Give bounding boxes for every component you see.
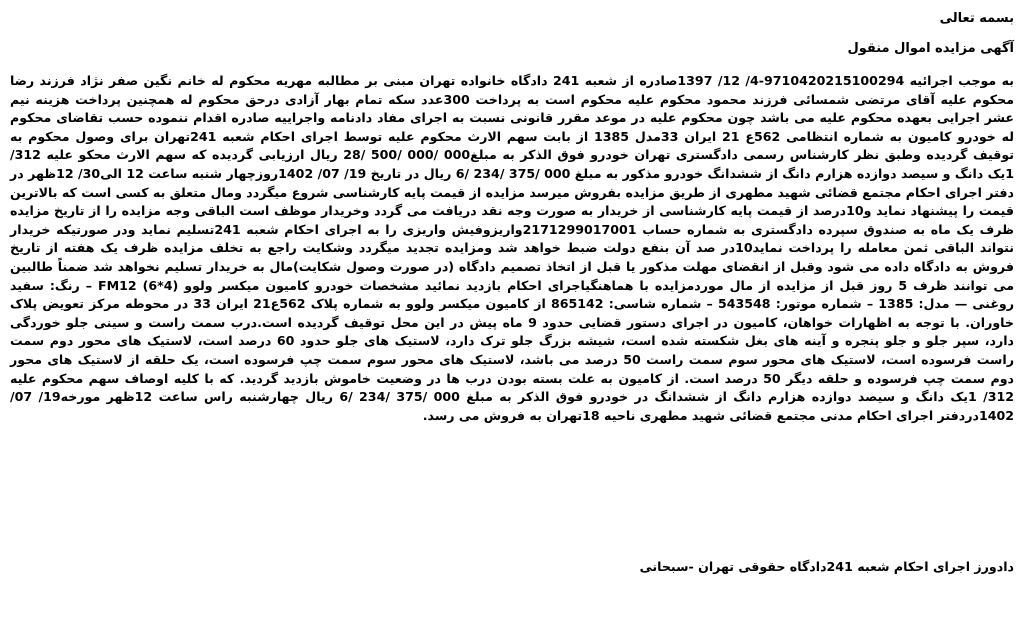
signature-line: دادورز اجرای احکام شعبه 241دادگاه حقوقی تهران -سبحانی	[639, 559, 1014, 574]
notice-body: به موجب اجرائیه 9710420215100294-4/ 12/ 1397صادره از شعبه 241 دادگاه خانواده تهران مبنی بر مطالبه مهریه محکوم له خانم نگین صفر نژاد فرزند رضا محکوم علیه آقای مرتضی شمسائی فرزند محمود محکوم علیه محکوم است به پرداخت 300عدد سکه تمام بهار آزادی درحق محکوم له همچنین پرداخت هزینه نیم عشر اجرایی بعهده محکوم علیه می باشد چون محکوم علیه در موعد مقرر قانونی نسبت به اجرای مفاد دادنامه واجراییه صادره اقدام ننموده حسب تقاضای محکوم له خودرو کامیون به شماره انتظامی 562ع 21 ایران 33مدل 1385 از بابت سهم الارث محکوم علیه توسط اجرای احکام شعبه 241تهران برای وصول محکوم به توقیف گردیده وطبق نظر کارشناس رسمی دادگستری تهران خودرو فوق الذکر به مبلغ000 /000 /500 /28 ریال ارزیابی گردیده که سهم الارث محکو علیه 312/ 1یک دانگ و سیصد دوازده هزارم دانگ از ششدانگ خودرو مذکور به مبلغ 000 /375 /234 /6 ریال در تاریخ 19/ 07/ 1402روزچهار شنبه ساعت 12 الی30/ 12ظهر در دفتر اجرای احکام مجتمع قضائی شهید مطهری از طریق مزایده بفروش میرسد مزایده از قیمت پایه کارشناسی شروع میگردد ومال متعلق به کسی است که بالاترین قیمت را پیشنهاد نماید و10درصد از قیمت پایه کارشناسی از خریدار به صورت وجه نقد دریافت می گردد وخریدار موظف است الباقی وجه مزایده را از تاریخ مزایده ظرف یک ماه به صندوق سپرده دادگستری به شماره حساب 2171299017001واریزوفیش واریزی را به اجرای احکام شعبه 241تسلیم نماید ودر صورتیکه خریدار نتواند الباقی ثمن معامله را پرداخت نماید10در صد آن بنفع دولت ضبط خواهد شد ومزایده تجدید میگردد وشکایت راجع به تخلف مزایده ظرف یک هفته از تاریخ فروش به دادگاه داده می شود وقبل از انقضای مهلت مذکور یا قبل از اتخاذ تصمیم دادگاه (در صورت وصول شکایت)مال به خریدار تسلیم نخواهد شد ضمناً طالبین می توانند ظرف 5 روز قبل از مزایده از مال موردمزایده با هماهنگیاجرای احکام بازدید نمائید مشخصات خودرو کامیون میکسر ولوو (4*6) FM12 – رنگ: سفید روغنی — مدل: 1385 – شماره موتور: 543548 – شماره شاسی: 865142 از کامیون میکسر ولوو به شماره پلاک 562ع21 ایران 33 در محوطه مرکز تعویض پلاک خاوران. با توجه به اظهارات خواهان، کامیون در اجرای دستور قضایی حدود 9 ماه پیش در این محل توقیف گردیده است.درب سمت راست و سینی جلو خوردگی دارد، سپر جلو و جلو پنجره و آینه های بغل شکسته شده است، شیشه بزرگ جلو ترک دارد، لاستیک های جلو حدود 60 درصد است، لاستیک های محور دوم سمت راست فرسوده است، لاستیک های محور سوم سمت راست 50 درصد می باشد، لاستیک های محور سوم سمت چپ فرسوده است، یک حلقه از لاستیک های محور دوم سمت چپ فرسوده و حلقه دیگر 50 درصد است. از کامیون به علت بسته بودن درب ها در وضعیت خاموش بازدید گردید. که با کلیه اوصاف سهم محکوم علیه 312/ 1یک دانگ و سیصد دوازده هزارم دانگ از ششدانگ در خودرو فوق الذکر به مبلغ 000 /375 /234 /6 ریال چهارشنبه راس ساعت 12ظهر مورخه19/ 07/ 1402دردفتر اجرای احکام مدنی مجتمع قضائی شهید مطهری ناحیه 18تهران به فروش می رسد.	[10, 73, 1015, 423]
signature-block	[640, 557, 1014, 576]
notice-title: آگهی مزایده اموال منقول	[847, 41, 1014, 56]
invocation-heading: بسمه تعالی	[939, 11, 1014, 26]
